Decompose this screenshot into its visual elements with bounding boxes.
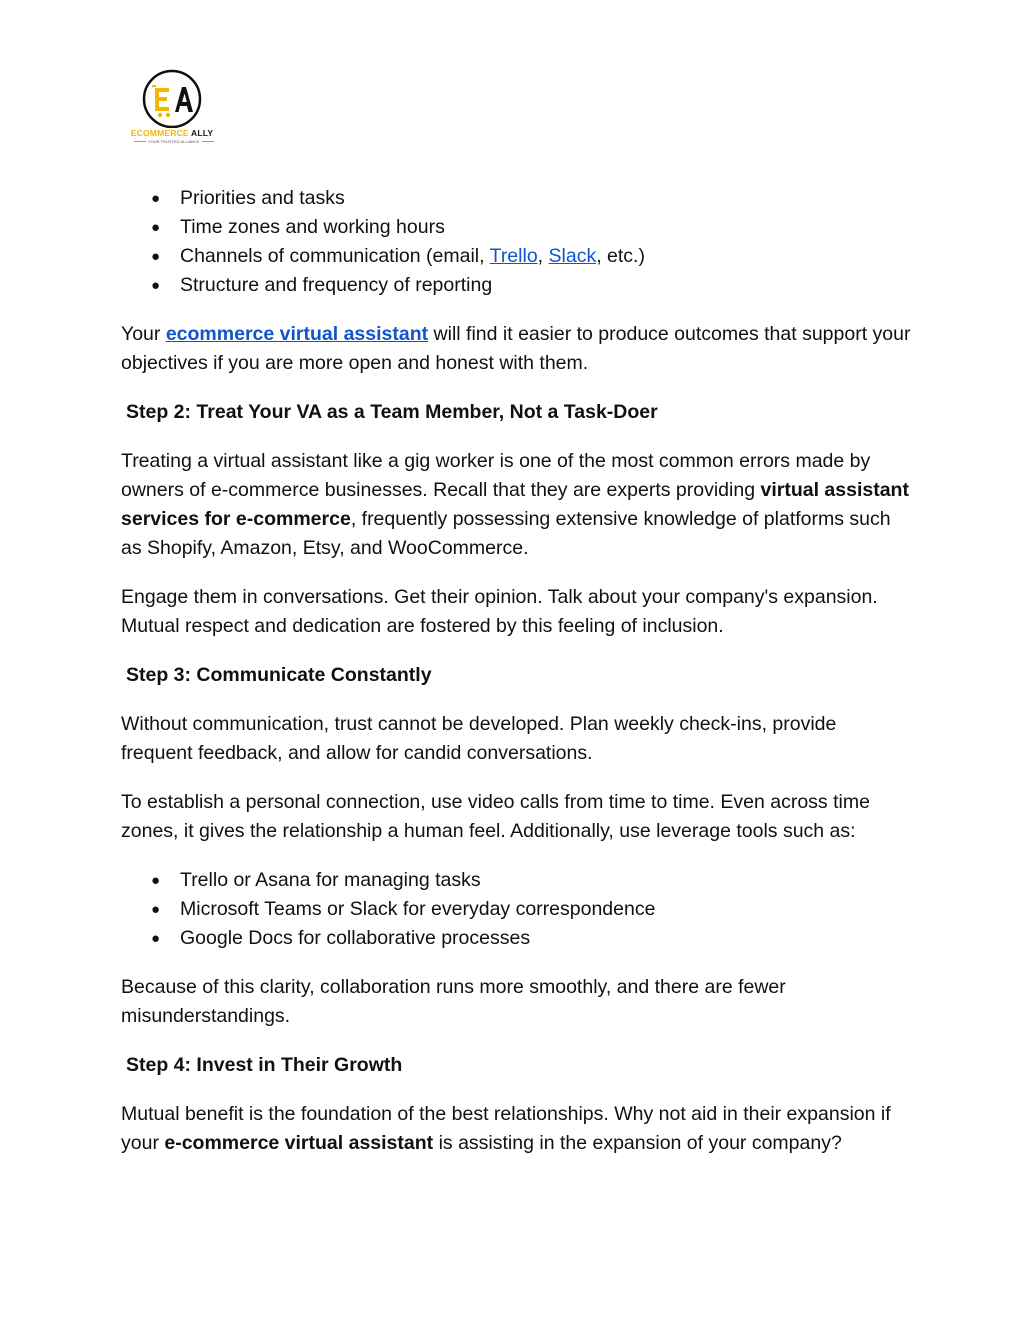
logo-wordmark	[128, 128, 216, 138]
priorities-list	[121, 184, 911, 300]
section-heading: Step 3: Communicate Constantly	[126, 664, 432, 686]
paragraph: Because of this clarity, collaboration runs more smoothly, and there are fewer misunderstandings.	[121, 976, 786, 1027]
section-heading: Step 2: Treat Your VA as a Team Member, Not a Task-Doer	[126, 401, 658, 423]
list-item-text: Channels of communication (email,	[180, 245, 490, 267]
paragraph-text: , frequently possessing extensive knowledge of platforms such as Shopify, Amazon, Etsy, and WooCommerce.	[121, 508, 891, 559]
list-item-separator: ,	[537, 245, 549, 267]
ecommerce-ally-logo	[128, 68, 216, 150]
ecommerce-virtual-assistant-link[interactable]: ecommerce virtual assistant	[165, 323, 429, 345]
list-item: ● Google Docs for collaborative processes	[121, 924, 911, 953]
paragraph: To establish a personal connection, use video calls from time to time. Even across time zones, it gives the relationship a human feel. Additionally, use leverage tools such as:	[121, 791, 870, 842]
ea-cart-logo-icon	[128, 68, 216, 128]
paragraph: Without communication, trust cannot be developed. Plan weekly check-ins, provide frequent feedback, and allow for candid conversations.	[121, 713, 837, 764]
paragraph	[121, 447, 911, 563]
tools-list	[121, 866, 911, 953]
paragraph-text: Your	[121, 323, 166, 345]
paragraph	[121, 1100, 911, 1158]
list-item: ● Priorities and tasks	[121, 184, 911, 213]
list-item: ● Microsoft Teams or Slack for everyday correspondence	[121, 895, 911, 924]
paragraph-text: Treating a virtual assistant like a gig worker is one of the most common errors made by owners of e-commerce businesses. Recall that they are experts providing	[121, 450, 871, 501]
list-item: ● Structure and frequency of reporting	[121, 271, 911, 300]
section-heading: Step 4: Invest in Their Growth	[126, 1054, 403, 1076]
list-item: ● Trello or Asana for managing tasks	[121, 866, 911, 895]
list-item-text: , etc.)	[596, 245, 645, 267]
bold-phrase: virtual assistant services for e-commerce	[121, 479, 909, 530]
list-item	[121, 242, 911, 271]
slack-link[interactable]: Slack	[548, 245, 597, 267]
paragraph-text: is assisting in the expansion of your company?	[433, 1132, 842, 1154]
paragraph: Engage them in conversations. Get their opinion. Talk about your company's expansion. Mutual respect and dedication are fostered by this feeling of inclusion.	[121, 586, 878, 637]
paragraph-text: will find it easier to produce outcomes that support your objectives if you are more open and honest with them.	[121, 323, 911, 374]
logo-name-part2: ALLY	[191, 128, 214, 138]
list-item: ● Time zones and working hours	[121, 213, 911, 242]
logo-name-part1: ECOMMERCE	[130, 128, 189, 138]
document-body	[121, 184, 911, 1178]
logo-tagline: YOUR TRUSTED ALLIANCE	[132, 139, 212, 144]
bold-phrase: e-commerce virtual assistant	[164, 1132, 434, 1154]
trello-link[interactable]: Trello	[489, 245, 538, 267]
paragraph	[121, 320, 911, 378]
paragraph-text: Mutual benefit is the foundation of the best relationships. Why not aid in their expansion if your	[121, 1103, 891, 1154]
